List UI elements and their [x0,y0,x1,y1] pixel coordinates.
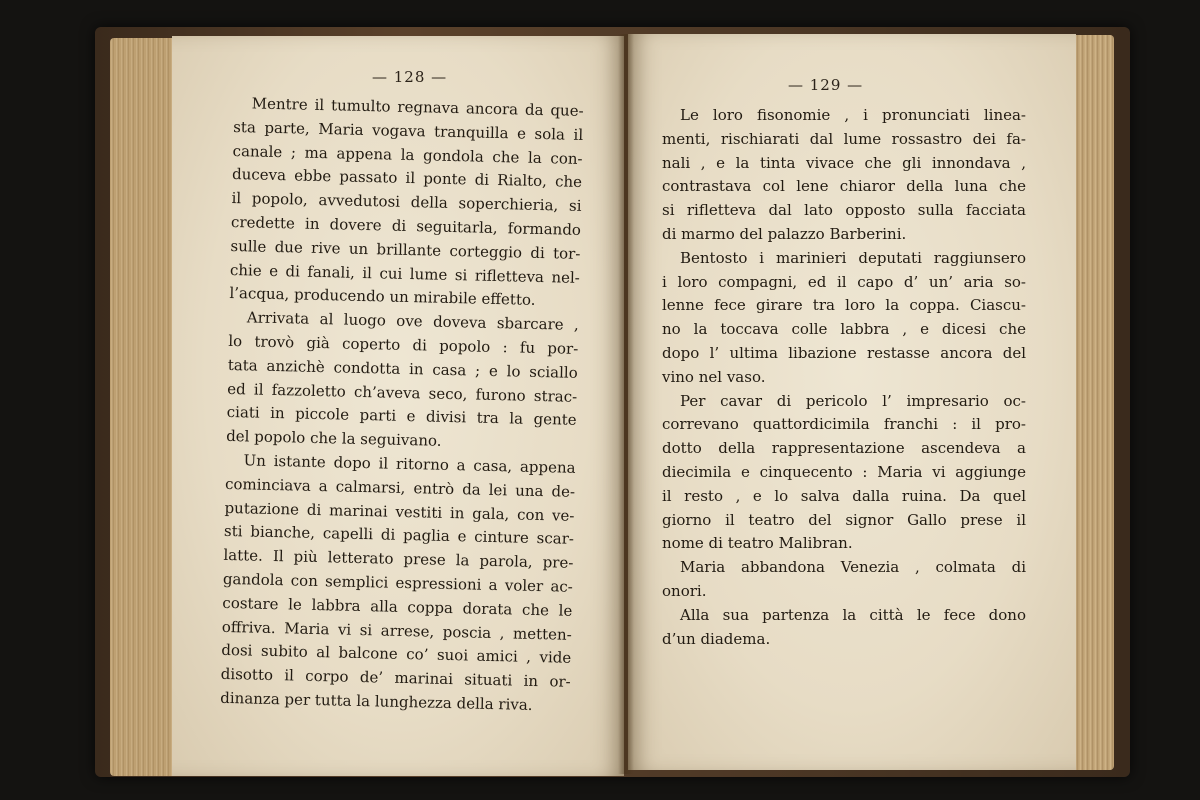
text-line: costare le labbra alla coppa dorata che le [222,593,573,620]
text-line: il resto , e lo salva dalla ruina. Da quel [662,486,1026,505]
text-line: Le loro fisonomie , i pronunciati linea- [680,106,1026,124]
left-page-text [220,92,584,719]
text-line: putazione di marinai vestiti in gala, con ve- [224,498,575,525]
text-line: Maria abbandona Venezia , colmata di [680,558,1026,577]
text-line: no la toccava colle labbra , e dicesi che [662,320,1026,339]
page-edges-left [110,38,176,776]
text-line: d’un diadema. [662,629,771,648]
text-line: chie e di fanali, il cui lume si rifletteva nel- [229,260,581,287]
text-line: il popolo, avvedutosi della soperchieria, si [231,189,582,216]
text-line: disotto il corpo de’ marinai situati in or- [220,664,571,691]
text-line: Bentosto i marinieri deputati raggiunsero [680,248,1026,267]
right-page-number: — 129 — [788,76,864,94]
text-line: del popolo che la seguivano. [225,427,442,450]
text-line: tata anzichè condotta in casa ; e lo sciallo [227,355,578,382]
text-line: nome di teatro Malibran. [662,534,853,553]
text-line: latte. Il più letterato prese la parola, pre- [223,546,574,572]
text-line: Un istante dopo il ritorno a casa, appena [243,451,576,477]
text-line: dopo l’ ultima libazione restasse ancora del [662,343,1026,362]
text-line: l’acqua, producendo un mirabile effetto. [229,284,536,310]
text-line: Per cavar di pericolo l’ impresario oc- [680,391,1026,410]
text-line: menti, rischiarati dal lume rossastro dei fa- [662,129,1026,148]
text-line: si rifletteva dal lato opposto sulla facciata [662,201,1026,220]
text-line: giorno il teatro del signor Gallo prese il [662,510,1026,529]
text-line: Arrivata al luogo ove doveva sbarcare , [246,308,580,335]
text-line: sta parte, Maria vogava tranquilla e sola il [233,117,584,144]
text-line: contrastava col lene chiaror della luna che [662,177,1026,196]
right-page-text [662,104,1026,651]
text-line: sulle due rive un brillante corteggio di tor- [230,236,581,263]
text-line: Mentre il tumulto regnava ancora da que- [251,94,584,120]
left-page [172,36,624,776]
text-line: dinanza per tutta la lunghezza della riva. [220,688,533,714]
text-line: offriva. Maria vi si arrese, poscia , metten- [221,617,572,644]
text-line: nali , e la tinta vivace che gli innondava , [662,153,1026,172]
text-line: diecimila e cinquecento : Maria vi aggiunge [662,462,1026,481]
text-line: gandola con semplici espressioni a voler ac- [222,569,574,596]
book-gutter [618,34,634,774]
text-line: dotto della rappresentazione ascendeva a [662,439,1026,458]
left-page-number: — 128 — [372,68,448,86]
text-line: correvano quattordicimila franchi : il pro- [662,415,1026,434]
text-line: ed il fazzoletto ch’aveva seco, furono strac- [227,379,578,406]
text-line: lenne fece girare tra loro la coppa. Ciascu- [662,296,1026,315]
text-line: credette in dovere di seguitarla, formando [230,212,582,239]
text-line: canale ; ma appena la gondola che la con- [232,141,583,168]
text-line: i loro compagni, ed il capo d’ un’ aria so- [662,272,1026,291]
text-line: lo trovò già coperto di popolo : fu por- [228,331,579,358]
page-edges-right [1074,35,1114,770]
text-line: duceva ebbe passato il ponte di Rialto, che [231,165,583,192]
text-line: sti bianche, capelli di paglia e cinture scar- [223,522,575,549]
text-line: vino nel vaso. [662,367,766,386]
text-line: di marmo del palazzo Barberini. [662,224,907,243]
text-line: cominciava a calmarsi, entrò da lei una de- [224,474,576,501]
text-line: Alla sua partenza la città le fece dono [680,605,1026,624]
text-line: onori. [662,581,707,600]
text-line: ciati in piccole parti e divisi tra la gente [226,403,577,430]
text-line: dosi subito al balcone co’ suoi amici , vide [221,641,572,668]
right-page [628,34,1076,770]
